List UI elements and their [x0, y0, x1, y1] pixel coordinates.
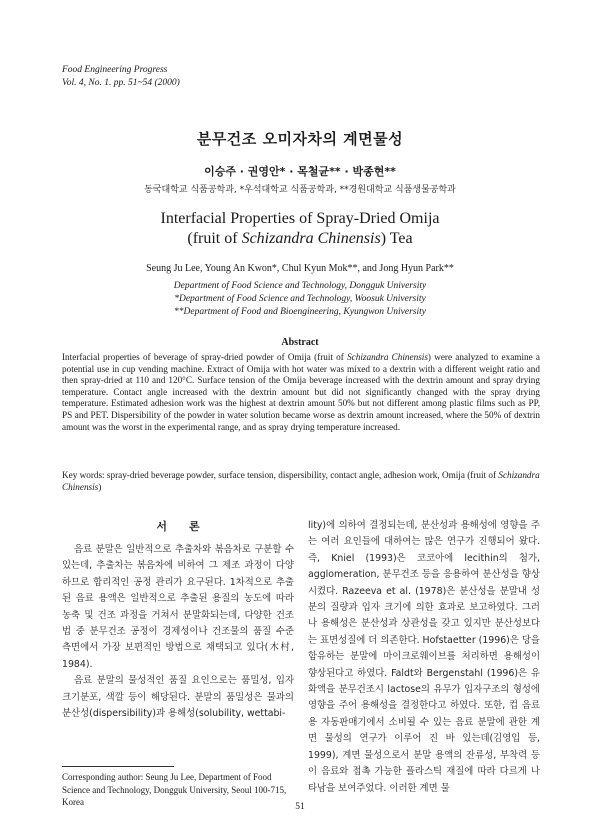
- journal-volume: Vol. 4, No. 1. pp. 51~54 (2000): [62, 78, 180, 88]
- intro-paragraph-3: lity)에 의하여 결정되는데, 분산성과 용해성에 영향을 주는 여러 요인들에 대하여는 많은 연구가 진행되어 왔다. 즉, Kniel (1993)은 코코아에 lecithin의 첨가, agglomeration, 분무건조 등을 응용하여 분산성을 향상시켰다. Razeeva et al. (1978)은 분산성을 분말내 성분의 질량과 입자 크기에 의한 효과로 보고하였다. 그러나 용해성은 분산성과 상관성을 갖고 있지만 분산성보다는 표면성질에 더 의존한다. Hofstaetter (1996)은 당을 함유하는 분말에 마이크로웨이브를 처리하면 용해성이 향상된다고 하였다. Faldt와 Bergenstahl (1996)은 유화액을 분무건조시 lactose의 유무가 입자구조의 형성에 영향을 주어 용해성을 결정한다고 하였다. 또한, 컵 음료용 자동판매기에서 소비될 수 있는 음료 분말에 관한 계면 물성의 연구가 이루어 진 바 있는데(김영입 등, 1999), 계면 물성으로서 분말 용액의 잔류성, 부착력 등이 음료와 접촉 가능한 플라스틱 재질에 따라 다르게 나타남을 보여주었다. 이러한 계면 물: [308, 520, 540, 794]
- title-suffix: ) Tea: [380, 230, 413, 247]
- intro-paragraph-2: 음료 분말의 물성적인 품질 요인으로는 품밀성, 입자크기분포, 색깔 등이 해당된다. 분말의 품밀성은 물과의 분산성(dispersibility)과 용해성(solubility, wettabi-: [62, 675, 294, 720]
- affiliation-2: *Department of Food Science and Technology, Woosuk University: [174, 294, 426, 304]
- abstract-body: [62, 352, 540, 433]
- title-prefix: (fruit of: [187, 230, 242, 247]
- intro-paragraph-1: 음료 분말은 일반적으로 추출차와 볶음차로 구분할 수 있는데, 추출차는 볶음차에 비하여 그 제조 과정이 다양하므로 합리적인 공정 관리가 요구된다. 1차적으로 추출된 음료 용액은 일반적으로 추출된 용질의 농도에 따라 농축 및 건조 과정을 거쳐서 분말화되는데, 다양한 건조법 중 분무건조 공정이 경제성이나 건조물의 품질 수준 측면에서 가장 보편적인 방법으로 채택되고 있다(木村, 1984).: [62, 544, 294, 670]
- korean-affiliations: 동국대학교 식품공학과, *우석대학교 식품공학과, **경원대학교 식품생물공학과: [144, 185, 456, 195]
- keywords: [62, 470, 540, 493]
- right-column: [308, 518, 540, 797]
- abstract-text-end: ) were analyzed to examine a potential use in cup vending machine. Extract of Omija with hot water was mixed to a dextrin with a different weight ratio and then spray-dried at 110 and 120°C. Surface tension of the Omija beverage increased with the dextrin amount and spray drying temperature. Contact angle increased with the dextrin amount but did not significantly changed with the spray drying temperature. Estimated adhesion work was the highest at dextrin amount 50% but not different among plastic films such as PP, PS and PET. Dispersibility of the powder in water solution became worse as dextrin amount increased, where the 50% of dextrin amount was the worst in the experimental range, and as spray drying temperature increased.: [62, 352, 540, 432]
- keywords-end: ): [98, 481, 102, 492]
- affiliation-3: **Department of Food and Bioengineering, Kyungwon University: [174, 307, 426, 317]
- abstract-text-start: Interfacial properties of beverage of spray-dried powder of Omija (fruit of: [62, 352, 348, 362]
- english-affiliations: [0, 280, 600, 319]
- title-species: Schizandra Chinensis: [241, 230, 381, 247]
- abstract-paragraph: [62, 352, 540, 433]
- english-title: [0, 209, 600, 249]
- keywords-start: Key words: spray-dried beverage powder, surface tension, dispersibility, contact angle, adhesion work, Omija (fruit of: [62, 470, 499, 480]
- page-number: 51: [295, 802, 305, 812]
- corresponding-author-footnote: Corresponding author: Seung Ju Lee, Department of Food Science and Technology, Dongguk University, Seoul 100-715, Korea: [62, 772, 287, 807]
- abstract-species: Schizandra Chinensis: [347, 352, 428, 362]
- footnote-divider: [62, 766, 174, 767]
- section-heading-introduction: 서론: [156, 520, 222, 533]
- affiliation-1: Department of Food Science and Technology, Dongguk University: [173, 281, 427, 291]
- korean-title: 분무건조 오미자차의 계면물성: [196, 130, 404, 148]
- journal-header: [62, 64, 180, 90]
- abstract-heading: Abstract: [281, 337, 319, 348]
- journal-name: Food Engineering Progress: [62, 65, 168, 75]
- keywords-species: Schizandra Chinensis: [62, 470, 540, 492]
- english-authors: Seung Ju Lee, Young An Kwon*, Chul Kyun Mok**, and Jong Hyun Park**: [146, 263, 454, 274]
- english-title-line-2: [0, 229, 600, 249]
- english-title-line-1: Interfacial Properties of Spray-Dried Omija: [160, 210, 440, 227]
- korean-authors: 이승주 · 권영안* · 목철균** · 박종현**: [204, 165, 396, 178]
- left-column: [62, 542, 294, 722]
